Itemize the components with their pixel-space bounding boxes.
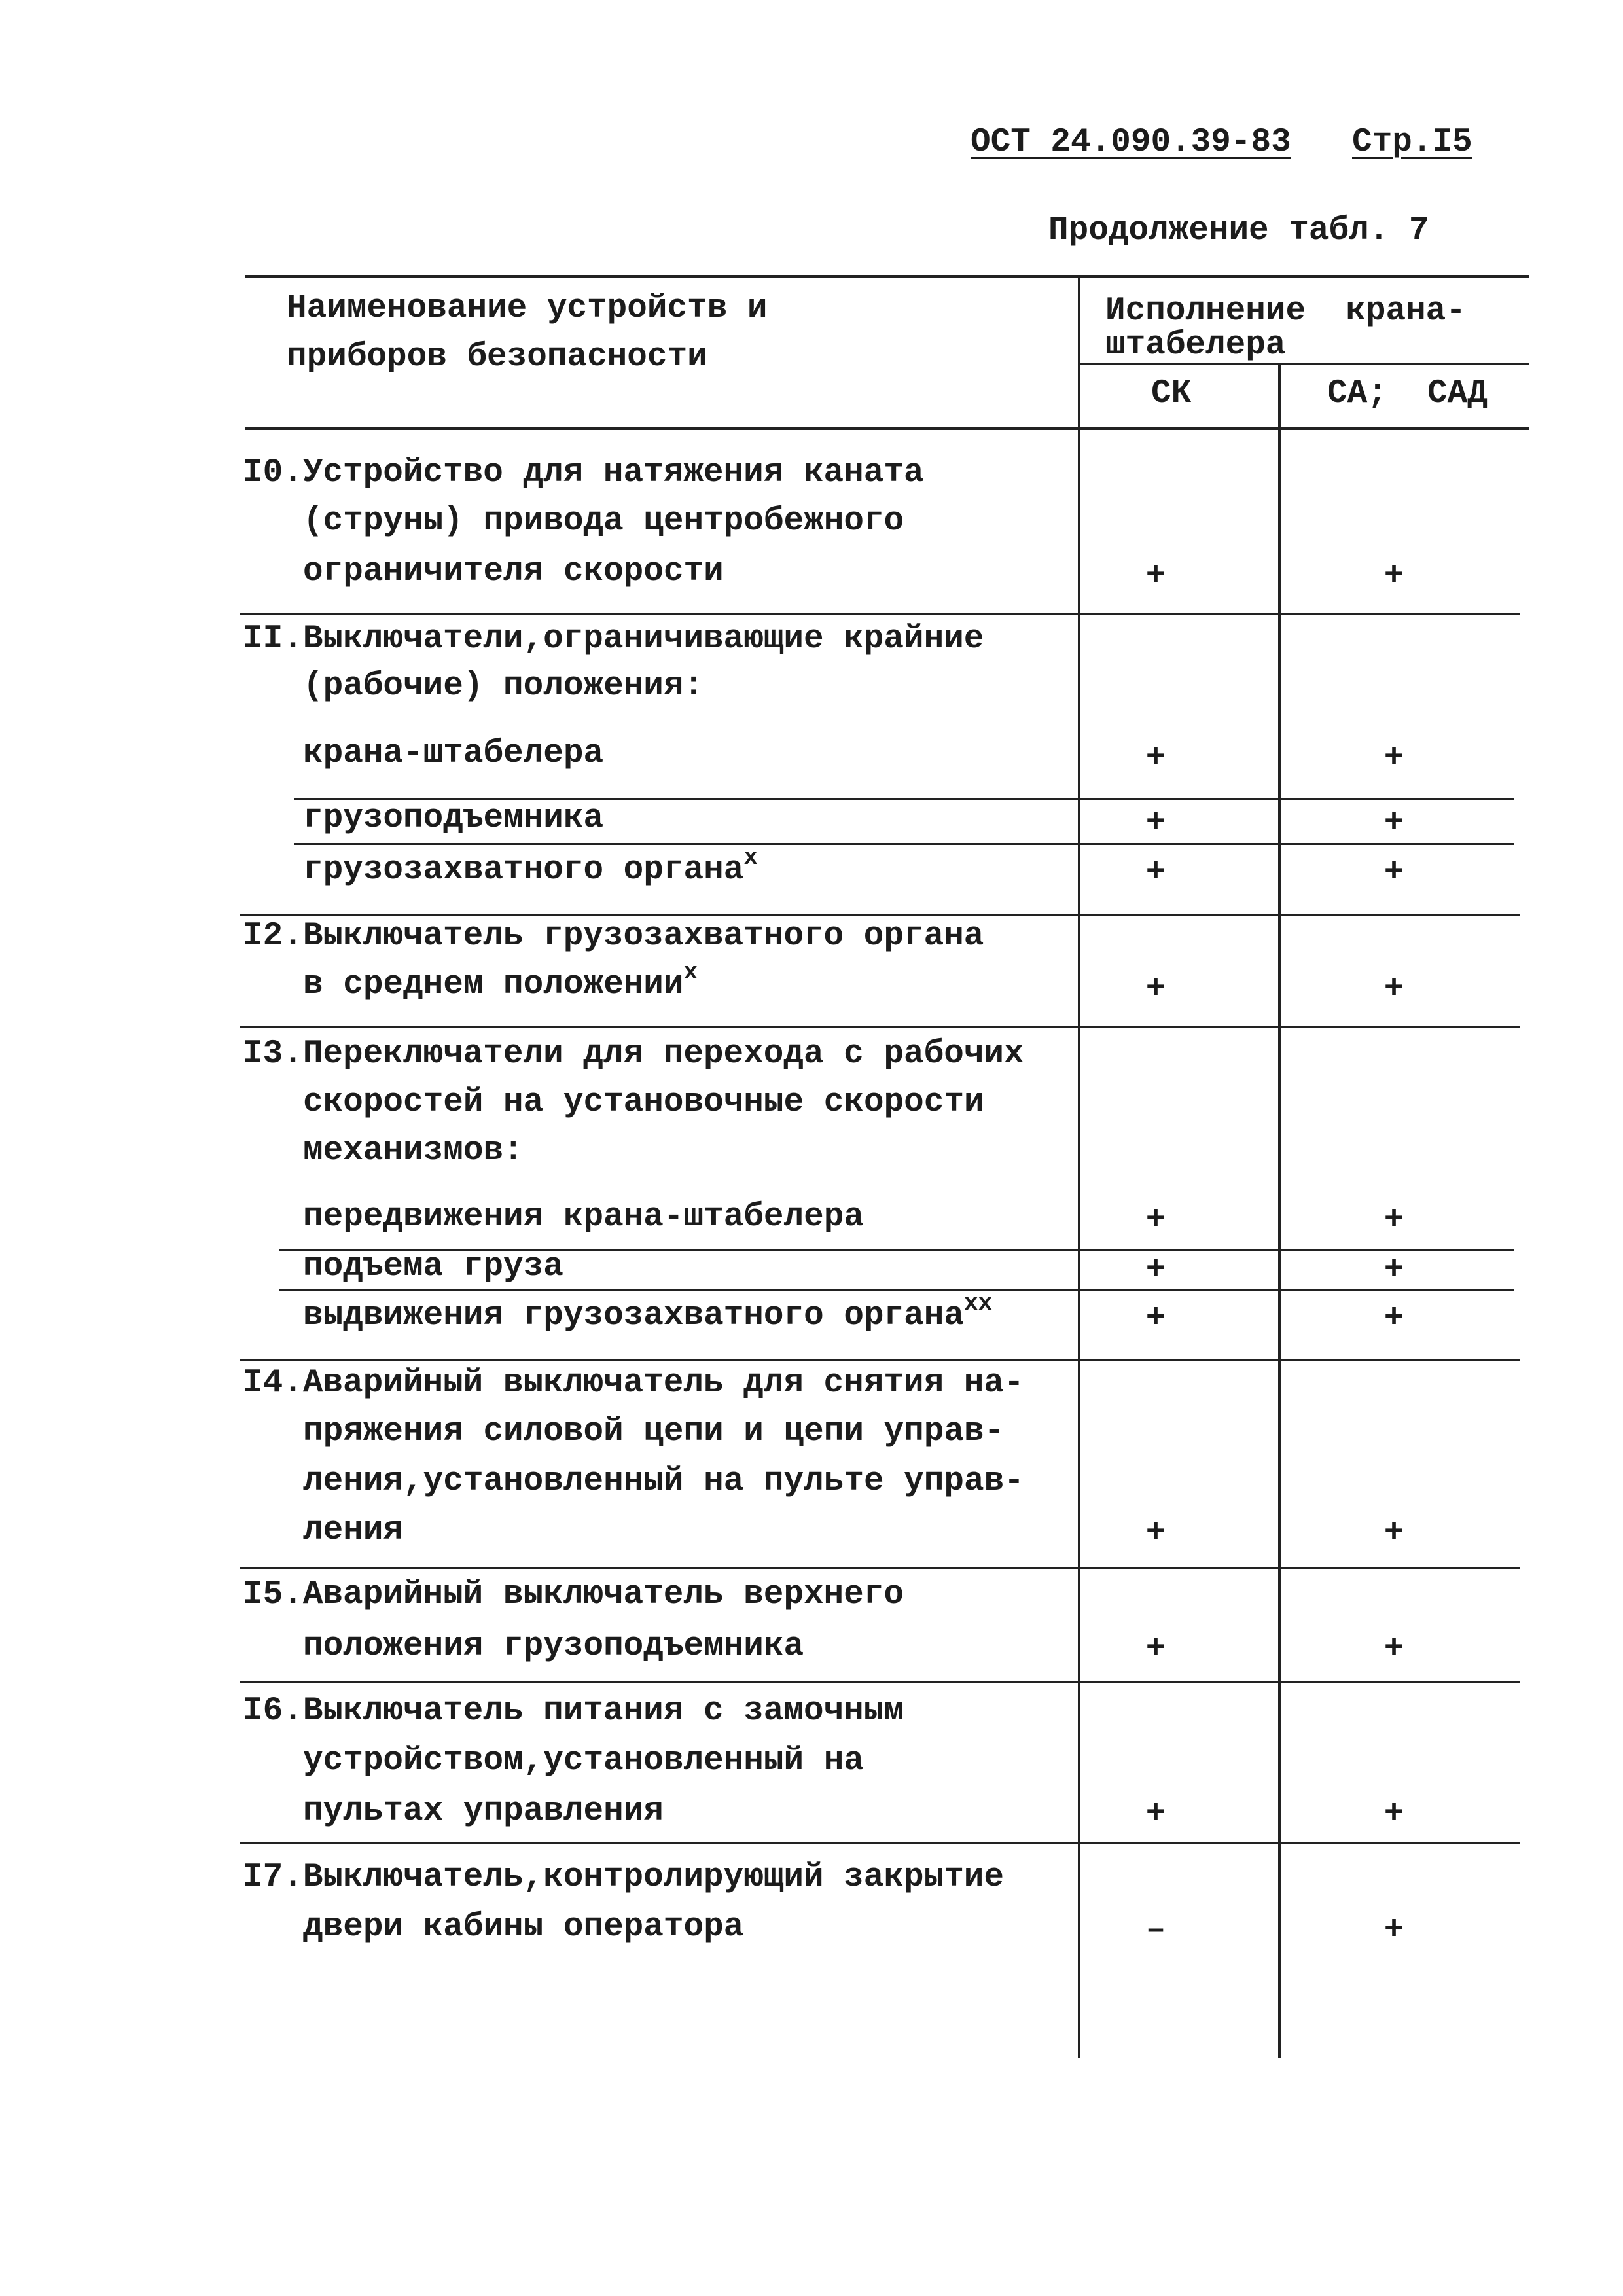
sub-row-rule [279,1289,1514,1291]
row-item-text [243,454,924,493]
value-sa: + [1383,558,1404,595]
column-header-name: Наименование устройств и [287,290,768,327]
value-sa: + [1383,1912,1404,1949]
row-rule [240,914,1520,916]
value-sk: + [1145,558,1166,595]
row-line: двери кабины оператора [303,1909,744,1946]
footnote-mark: x [743,844,758,871]
row-line: скоростей на установочные скорости [303,1084,984,1121]
row-item-text [243,1575,904,1615]
value-sa: + [1383,1515,1404,1552]
row-number: I3. [243,1035,303,1073]
sub-item-text: грузозахватного органа [303,852,744,889]
row-line: Выключатель питания с замочным [302,1693,904,1730]
row-number: I2. [243,918,303,955]
row-number: I4. [243,1365,303,1402]
value-sa: + [1383,804,1404,842]
column-divider-name [1078,278,1080,2058]
row-line: ограничителя скорости [303,553,724,590]
row-line: ления,установленный на пульте управ- [303,1463,1024,1500]
row-line: Выключатель,контролирующий закрытие [302,1859,1005,1896]
row-number: I5. [243,1576,303,1613]
row-line: (струны) привода центробежного [303,503,904,540]
value-sa: + [1383,1202,1404,1239]
table-top-rule [245,275,1529,278]
column-header-sk: СК [1151,375,1192,412]
page-number: Стр.I5 [1352,124,1472,161]
row-line: Выключатели,ограничивающие крайние [302,620,984,658]
value-sk: + [1145,740,1166,777]
table-continuation-caption: Продолжение табл. 7 [1048,212,1429,249]
value-sk: + [1145,971,1166,1008]
sub-item-label: подъема груза [303,1248,563,1285]
sub-item-label [303,1290,993,1336]
value-sa: + [1383,971,1404,1008]
column-header-sa-sad: СА; САД [1327,375,1488,412]
row-number: I7. [243,1859,303,1896]
row-line [303,959,698,1005]
row-line: положения грузоподъемника [303,1628,804,1665]
row-item-text [243,917,984,956]
sub-item-label [303,844,758,890]
row-line: (рабочие) положения: [303,668,704,705]
row-line: Переключатели для перехода с рабочих [302,1035,1024,1073]
row-number: I0. [243,454,303,492]
value-sa: + [1383,1251,1404,1289]
column-group-header: Исполнение крана- [1105,293,1466,330]
value-sa: + [1383,1300,1404,1337]
row-rule [240,1359,1520,1361]
value-sk: + [1145,1251,1166,1289]
footnote-mark: xx [963,1290,993,1317]
row-line: Аварийный выключатель для снятия на- [302,1365,1024,1402]
row-line: Устройство для натяжения каната [302,454,924,492]
row-item-text [243,1364,1024,1403]
row-item-text [243,620,984,659]
doc-code: ОСТ 24.090.39-83 [971,124,1291,161]
row-rule [240,613,1520,615]
row-line: Аварийный выключатель верхнего [302,1576,904,1613]
sub-item-label: крана-штабелера [303,735,604,772]
value-sk: + [1145,1515,1166,1552]
row-item-text [243,1035,1024,1074]
row-line: Выключатель грузозахватного органа [302,918,984,955]
table-header-bottom-rule [245,427,1529,430]
value-sa: + [1383,1795,1404,1833]
value-sk: + [1145,1202,1166,1239]
row-item-text [243,1858,1004,1897]
row-line: устройством,установленный на [303,1742,864,1780]
value-sk: + [1145,1795,1166,1833]
value-sk: – [1145,1912,1166,1949]
row-item-text [243,1692,904,1731]
row-line: пряжения силовой цепи и цепи управ- [303,1413,1005,1450]
row-line: механизмов: [303,1132,524,1170]
sub-row-rule [294,843,1514,845]
row-line: пультах управления [303,1793,664,1830]
value-sa: + [1383,740,1404,777]
row-number: II. [243,620,303,658]
value-sa: + [1383,854,1404,891]
sub-item-text: выдвижения грузозахватного органа [303,1297,964,1335]
row-rule [240,1842,1520,1844]
value-sk: + [1145,854,1166,891]
column-header-name: приборов безопасности [287,338,707,376]
row-number: I6. [243,1693,303,1730]
value-sk: + [1145,1300,1166,1337]
column-divider-sk [1278,365,1281,2058]
value-sa: + [1383,1630,1404,1668]
value-sk: + [1145,804,1166,842]
value-sk: + [1145,1630,1166,1668]
row-rule [240,1681,1520,1683]
row-rule [240,1567,1520,1569]
column-group-header: штабелера [1105,327,1286,364]
row-line-text: в среднем положении [303,966,684,1003]
sub-item-label: грузоподъемника [303,800,604,837]
row-line: ления [303,1512,404,1549]
footnote-mark: x [683,959,698,986]
row-rule [240,1026,1520,1028]
sub-item-label: передвижения крана-штабелера [303,1198,864,1236]
